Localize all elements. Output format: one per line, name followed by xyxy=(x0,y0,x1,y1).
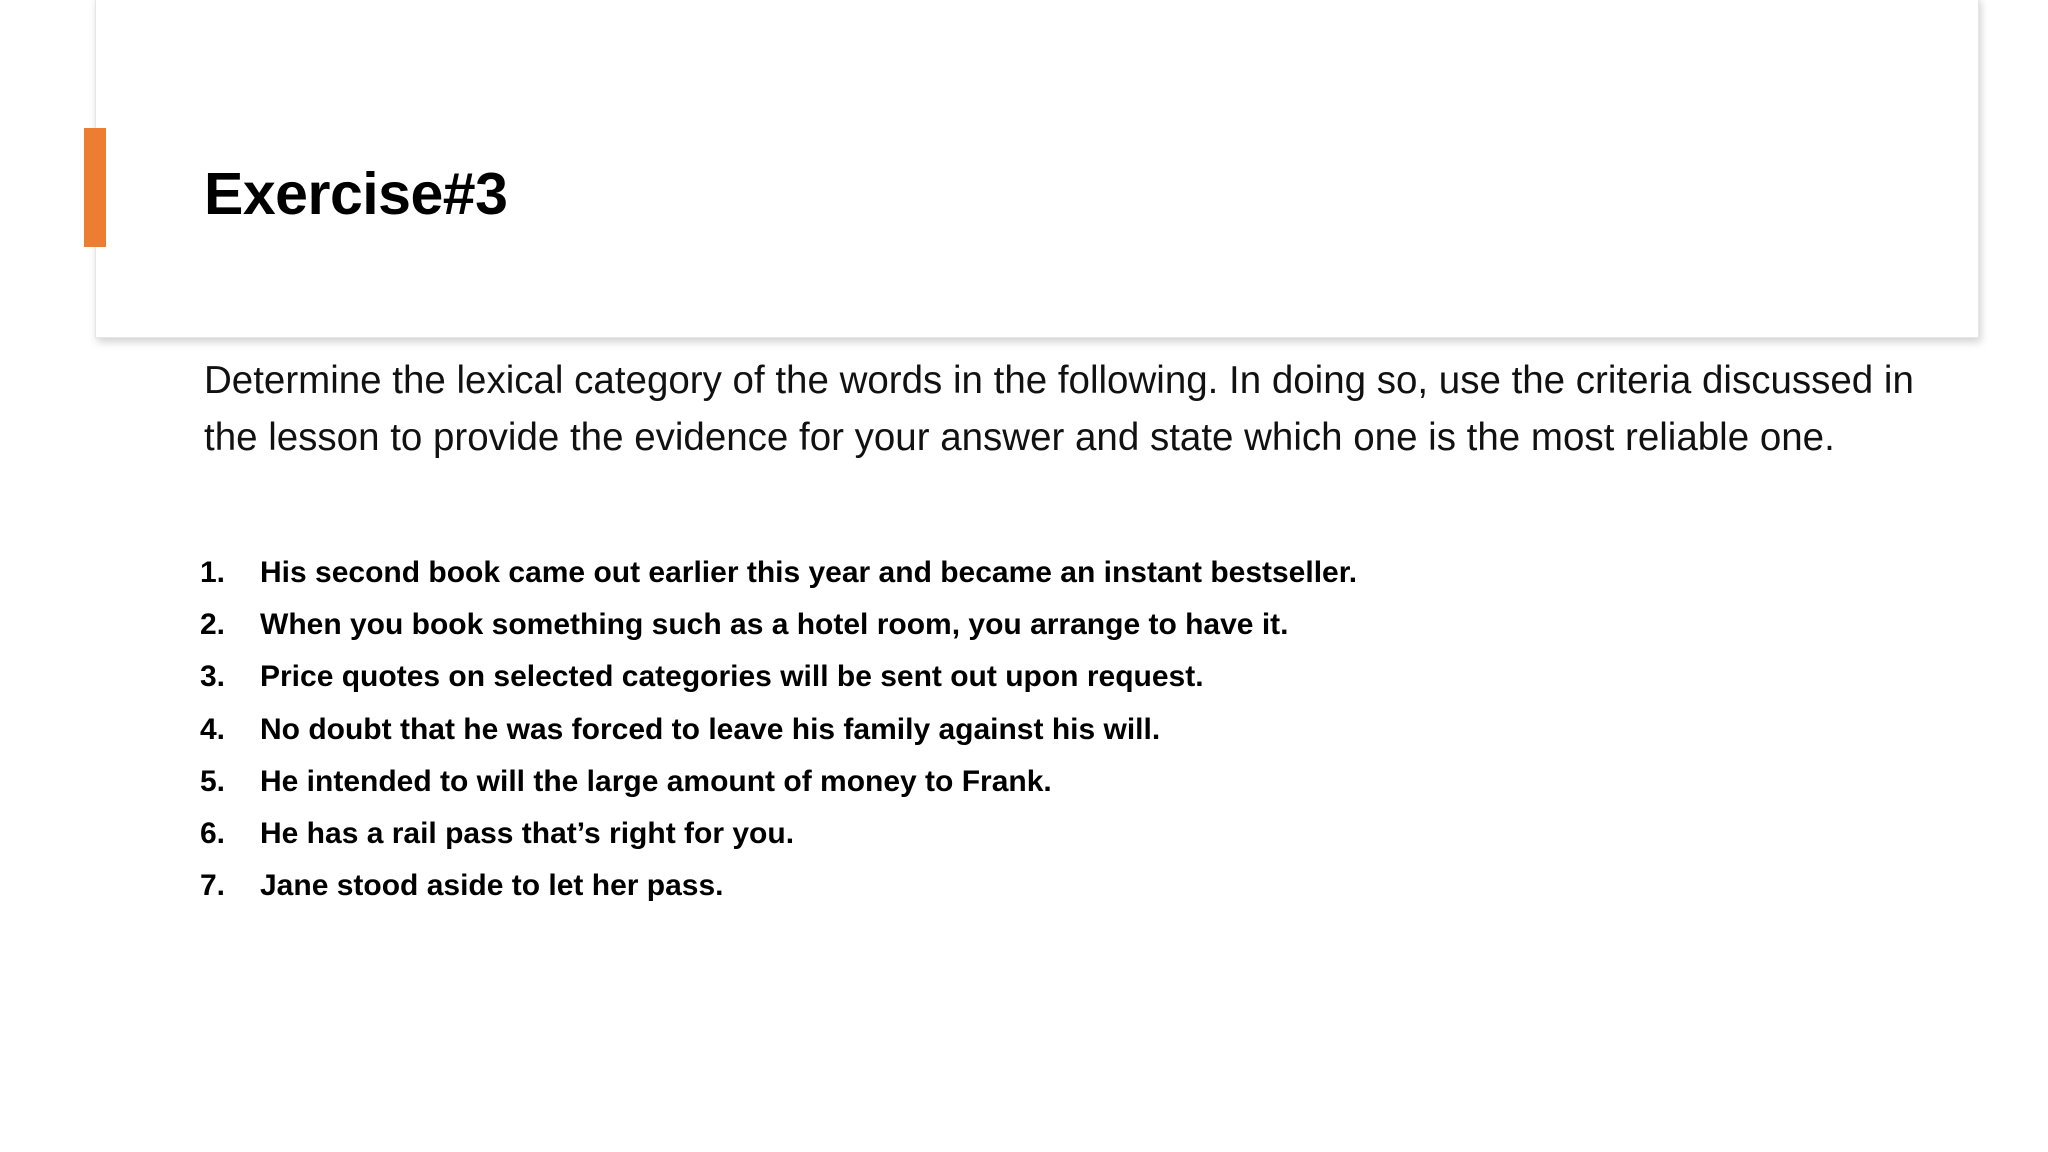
question-number: 6. xyxy=(200,816,226,850)
question-number: 4. xyxy=(200,712,226,746)
instructions-text: Determine the lexical category of the words in the following. In doing so, use the criteria discussed in the lesson to provide the evidence for your answer and state which one is the most reliable one. xyxy=(204,359,1914,459)
question-text: He has a rail pass that’s right for you. xyxy=(260,816,795,850)
question-text: He intended to will the large amount of money to Frank. xyxy=(260,764,1052,798)
question-item xyxy=(200,817,1900,869)
question-number: 2. xyxy=(200,608,226,642)
question-text: Price quotes on selected categories will be sent out upon request. xyxy=(260,660,1204,694)
question-number: 5. xyxy=(200,764,226,798)
question-text: No doubt that he was forced to leave his family against his will. xyxy=(260,712,1161,746)
question-item xyxy=(200,765,1900,817)
question-item xyxy=(200,608,1900,660)
question-number: 7. xyxy=(200,869,226,903)
question-number: 3. xyxy=(200,660,226,694)
question-text: His second book came out earlier this year and became an instant bestseller. xyxy=(260,556,1358,589)
question-item xyxy=(200,660,1900,712)
question-number: 1. xyxy=(200,556,226,589)
question-list xyxy=(200,556,1900,921)
question-text: Jane stood aside to let her pass. xyxy=(260,869,724,903)
question-text: When you book something such as a hotel room, you arrange to have it. xyxy=(260,608,1289,642)
question-item xyxy=(200,556,1900,608)
question-item xyxy=(200,713,1900,765)
title-accent-bar xyxy=(84,128,106,247)
slide-title: Exercise#3 xyxy=(204,161,508,227)
question-item xyxy=(200,869,1900,921)
